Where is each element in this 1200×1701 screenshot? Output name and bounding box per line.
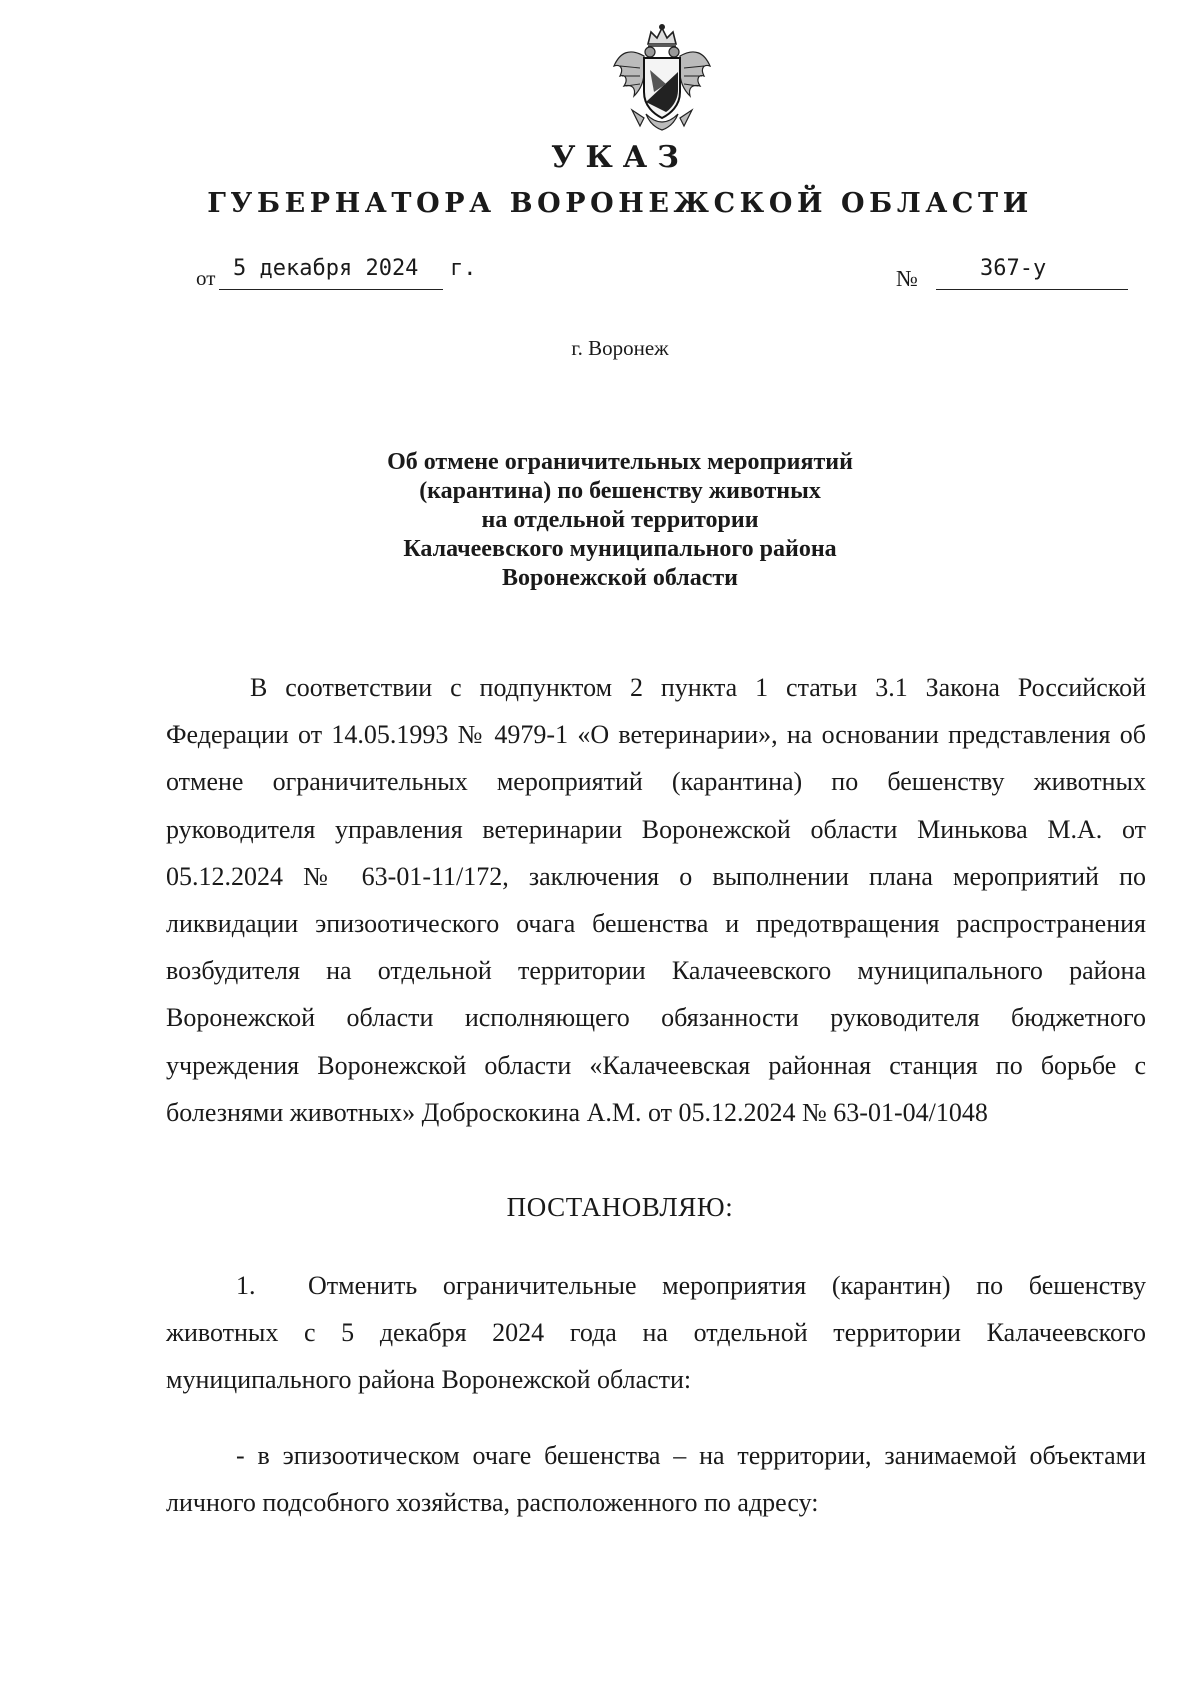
decree-date: 5 декабря 2024 — [219, 256, 443, 290]
decree-item-1 — [166, 1262, 1146, 1404]
number-sign: № — [896, 266, 918, 291]
subject-line: на отдельной территории — [481, 507, 759, 533]
subject-line: (карантина) по бешенству животных — [419, 478, 821, 504]
subject-line: Калачеевского муниципального района — [403, 536, 837, 562]
item-number: 1. — [236, 1271, 256, 1300]
date-suffix: г. — [450, 256, 477, 281]
item-text: Отменить ограничительные мероприятия (карантин) по бешенству животных с 5 декабря 2024 года на отдельной территории Калачеевского муниципального района Воронежской области: — [166, 1271, 1146, 1395]
date-number-row — [196, 256, 1126, 296]
city-name: г. Воронеж — [571, 336, 669, 360]
issuer-title: ГУБЕРНАТОРА ВОРОНЕЖСКОЙ ОБЛАСТИ — [207, 188, 1033, 219]
date-prefix: от — [196, 266, 216, 290]
decree-word: ПОСТАНОВЛЯЮ: — [506, 1192, 734, 1222]
decree-title: УКАЗ — [551, 140, 689, 175]
subject-line: Воронежской области — [502, 565, 738, 591]
decree-number: 367-у — [936, 256, 1128, 290]
preamble-paragraph: В соответствии с подпунктом 2 пункта 1 статьи 3.1 Закона Российской Федерации от 14.05.1993 № 4979-1 «О ветеринарии», на основании представления об отмене ограничительных мероприятий (карантина) по бешенству животных руководителя управления ветеринарии Воронежской области Минькова М.А. от 05.12.2024 № 63-01-11/172, заключения о выполнении плана мероприятий по ликвидации эпизоотического очага бешенства и предотвращения распространения возбудителя на отдельной территории Калачеевского муниципального района Воронежской области исполняющего обязанности руководителя бюджетного учреждения Воронежской области «Калачеевская районная станция по борьбе с болезнями животных» Доброскокина А.М. от 05.12.2024 № 63-01-04/1048 — [166, 673, 1146, 1127]
decree-sub-item: - в эпизоотическом очаге бешенства – на территории, занимаемой объектами личного подсобного хозяйства, расположенного по адресу: — [166, 1441, 1146, 1518]
coat-of-arms-emblem — [610, 22, 714, 134]
subject-line: Об отмене ограничительных мероприятий — [387, 449, 853, 475]
decree-subject — [0, 448, 1200, 593]
